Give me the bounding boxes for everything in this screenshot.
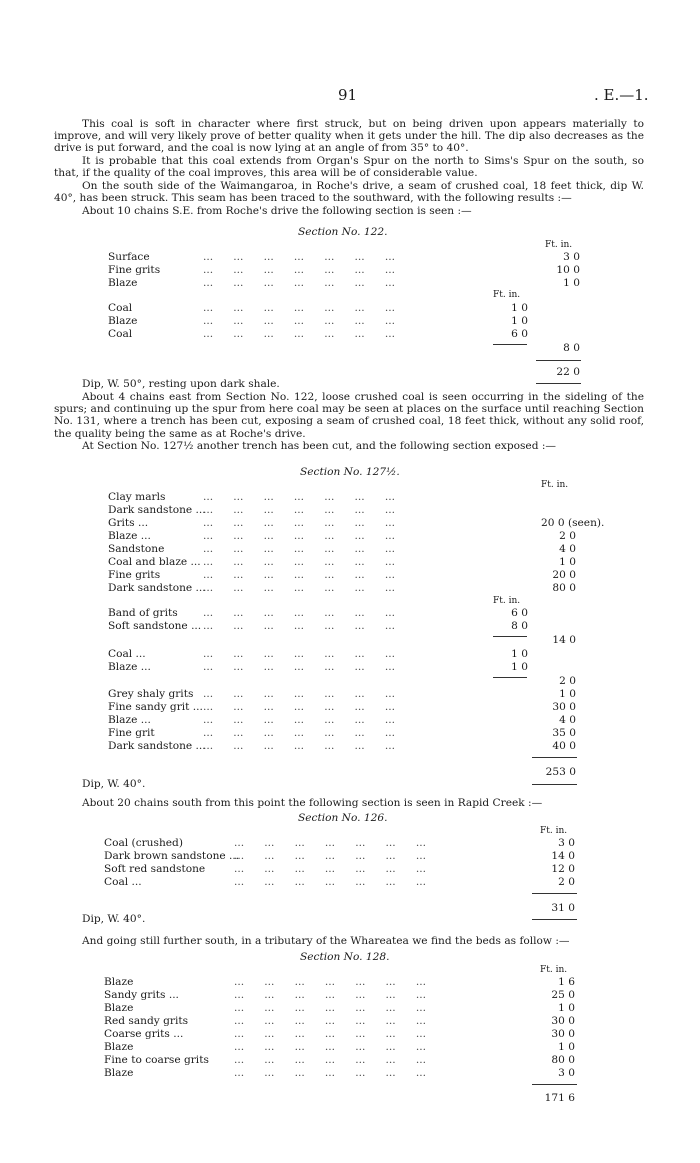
cell-value: 10 0 (556, 264, 580, 276)
cell-value: 1 0 (558, 1002, 575, 1014)
cell-subvalue: 1 0 (511, 302, 528, 314)
paragraph: About 10 chains S.E. from Roche's drive the following section is seen :— (82, 205, 472, 217)
paragraph: At Section No. 127½ another trench has been cut, and the following section exposed :— (82, 440, 557, 452)
cell-value: 1 0 (559, 688, 576, 700)
total: 171 6 (544, 1092, 575, 1104)
cell-value: 4 0 (559, 543, 576, 555)
cell-value: 2 0 (558, 876, 575, 888)
cell-value: 30 0 (552, 701, 576, 713)
cell-value: 35 0 (552, 727, 576, 739)
cell-value: 1 0 (558, 1041, 575, 1053)
dip-note: Dip, W. 50°, resting upon dark shale. (82, 378, 280, 390)
subtotal: 14 0 (552, 634, 576, 646)
cell-subvalue: 1 0 (511, 648, 528, 660)
cell-value: 1 0 (559, 556, 576, 568)
rule (532, 1084, 577, 1085)
cell-value: 3 0 (558, 837, 575, 849)
rule (532, 757, 577, 758)
cell-value: 1 6 (558, 976, 575, 988)
dip-note: Dip, W. 40°. (82, 778, 146, 790)
page-number: 91 (338, 86, 358, 104)
cell-value: 20 0 (552, 569, 576, 581)
section-title: Section No. 122. (298, 226, 388, 238)
cell-value: 3 0 (563, 251, 580, 263)
rule (536, 360, 581, 361)
units-header: Ft. in. (545, 240, 573, 250)
rule (536, 383, 581, 384)
cell-value: 2 0 (559, 530, 576, 542)
cell-value: 80 0 (552, 582, 576, 594)
cell-value: 30 0 (551, 1015, 575, 1027)
cell-value: 12 0 (551, 863, 575, 875)
rule (532, 784, 577, 785)
rule (532, 919, 577, 920)
paragraph: About 20 chains south from this point the following section is seen in Rapid Creek :— (82, 797, 543, 809)
cell-value: 30 0 (551, 1028, 575, 1040)
dip-note: Dip, W. 40°. (82, 913, 146, 925)
subtotal: 8 0 (563, 342, 580, 354)
cell-value: 40 0 (552, 740, 576, 752)
paragraph: This coal is soft in character where first struck, but on being driven upon appears materially to improve, and will very likely prove of better quality when it gets under the hill. The dip also decreases as the drive is put forward, and the coal is now lying at an angle of from 35° to 40°. (54, 118, 644, 155)
paragraph: About 4 chains east from Section No. 122, loose crushed coal is seen occurring in the sideling of the spurs; and continuing up the spur from here coal may be seen at places on the surface until reaching Section No. 131, where a trench has been cut, exposing a seam of crushed coal, 18 feet thick, without any solid roof, the quality being the same as at Roche's drive. (54, 391, 644, 440)
cell-subvalue: 6 0 (511, 607, 528, 619)
paragraph: It is probable that this coal extends from Organ's Spur on the north to Sims's Spur on the south, so that, if the quality of the coal improves, this area will be of considerable value. (54, 155, 644, 180)
units-header: Ft. in. (541, 480, 569, 490)
cell-subvalue: 8 0 (511, 620, 528, 632)
total: 31 0 (551, 902, 575, 914)
rule (532, 893, 577, 894)
cell-value: 20 0 (seen). (541, 517, 605, 529)
cell-value: 25 0 (551, 989, 575, 1001)
cell-subvalue: 1 0 (511, 315, 528, 327)
rule (493, 636, 527, 637)
cell-subvalue: 6 0 (511, 328, 528, 340)
total: 22 0 (556, 366, 580, 378)
cell-value: 1 0 (563, 277, 580, 289)
paragraph: And going still further south, in a tributary of the Whareatea we find the beds as follow :— (82, 935, 570, 947)
units-header: Ft. in. (540, 826, 568, 836)
subtotal: 2 0 (559, 675, 576, 687)
sub-units-header: Ft. in. (493, 290, 521, 300)
rule (493, 677, 527, 678)
cell-subvalue: 1 0 (511, 661, 528, 673)
cell-value: 14 0 (551, 850, 575, 862)
cell-value: 4 0 (559, 714, 576, 726)
section-title: Section No. 128. (300, 951, 390, 963)
document-reference: . E.—1. (594, 86, 649, 104)
cell-value: 80 0 (551, 1054, 575, 1066)
total: 253 0 (545, 766, 576, 778)
section-title: Section No. 127½. (300, 466, 400, 478)
sub-units-header: Ft. in. (493, 596, 521, 606)
paragraph: On the south side of the Waimangaroa, in Roche's drive, a seam of crushed coal, 18 feet thick, dip W. 40°, has been struck. This seam has been traced to the southward, with the following results :— (54, 180, 644, 205)
units-header: Ft. in. (540, 965, 568, 975)
cell-value: 3 0 (558, 1067, 575, 1079)
rule (493, 344, 527, 345)
section-title: Section No. 126. (298, 812, 388, 824)
document-page: 91 . E.—1. This coal is soft in character where first struck, but on being driven upon appears materially to improve, and will very likely prove of better quality when it gets under the hill. The dip also decreases as the drive is put forward, and the coal is now lying at an angle of from 35° to 40°. It is probable that this coal extends from Organ's Spur on the north to Sims's Spur on the south, so that, if the quality of the coal improves, this area will be of considerable value. On the south side of the Waimangaroa, in Roche's drive, a seam of crushed coal, 18 feet thick, dip W. 40°, has been struck. This seam has been traced to the southward, with the following results :— About 10 chains S.E. from Roche's drive the following section is seen :— Section No. 122. Ft. in. Surface ... ... ... ... ... ... ... 3 0 Fine grits ... ... ... ... ... ... ... 10 0 Blaze ... ... ... ... ... ... ... 1 0 Ft. in. Coal ... ... ... ... ... ... ... 1 0 Blaze ... ... ... ... ... ... ... 1 0 Coal ... ... ... ... ... ... ... 6 0 8 0 22 0 Dip, W. 50°, resting upon dark shale. About 4 chains east from Section No. 122, loose crushed coal is seen occurring in the sideling of the spurs; and continuing up the spur from here coal may be seen at places on the surface until reaching Section No. 131, where a trench has been cut, exposing a seam of crushed coal, 18 feet thick, without any solid roof, the quality being the same as at Roche's drive. At Section No. 127½ another trench has been cut, and the following section exposed :— Section No. 127½. Ft. in. Clay marls ... ... ... ... ... ... ... Dark sandstone ... ... ... ... ... ... ... ... Grits ... ... ... ... ... ... ... ... 20 0 (seen). Blaze ... ... ... ... ... ... ... ... 2 0 Sandstone ... ... ... ... ... ... ... 4 0 Coal and blaze ... ... ... ... ... ... ... ... 1 0 Fine grits ... ... ... ... ... ... ... 20 0 Dark sandstone ... ... ... ... ... ... ... ... 80 0 Ft. in. Band of grits ... ... ... ... ... ... ... 6 0 Soft sandstone ... ... ... ... ... ... ... ... 8 0 14 0 Coal ... ... ... ... ... ... ... ... 1 0 Blaze ... ... ... ... ... ... ... ... 1 0 2 0 Grey shaly grits ... ... ... ... ... ... ... 1 0 Fine sandy grit ... ... ... ... ... ... ... ... 30 0 Blaze ... ... ... ... ... ... ... ... 4 0 Fine grit ... ... ... ... ... ... ... 35 0 Dark sandstone ... ... ... ... ... ... ... ... 40 0 253 0 Dip, W. 40°. About 20 chains south from this point the following section is seen in Rapid Creek :— Section No. 126. Ft. in. Coal (crushed) ... ... ... ... ... ... ... 3 0 Dark brown sandstone ... ... ... ... ... ... ... ... 14 0 Soft red sandstone ... ... ... ... ... ... ... 12 0 Coal ... ... ... ... ... ... ... ... 2 0 31 0 Dip, W. 40°. And going still further south, in a tributary of the Whareatea we find the beds as follow :— Section No. 128. Ft. in. Blaze ... ... ... ... ... ... ... 1 6 Sandy grits ... ... ... ... ... ... ... ... 25 0 Blaze ... ... ... ... ... ... ... 1 0 Red sandy grits ... ... ... ... ... ... ... 30 0 Coarse grits ... ... ... ... ... ... ... ... 30 0 Blaze ... ... ... ... ... ... ... 1 0 Fine to coarse grits ... ... ... ... ... ... ... 80 0 Blaze ... ... ... ... ... ... ... 3 0 171 6 (54, 86, 649, 1104)
